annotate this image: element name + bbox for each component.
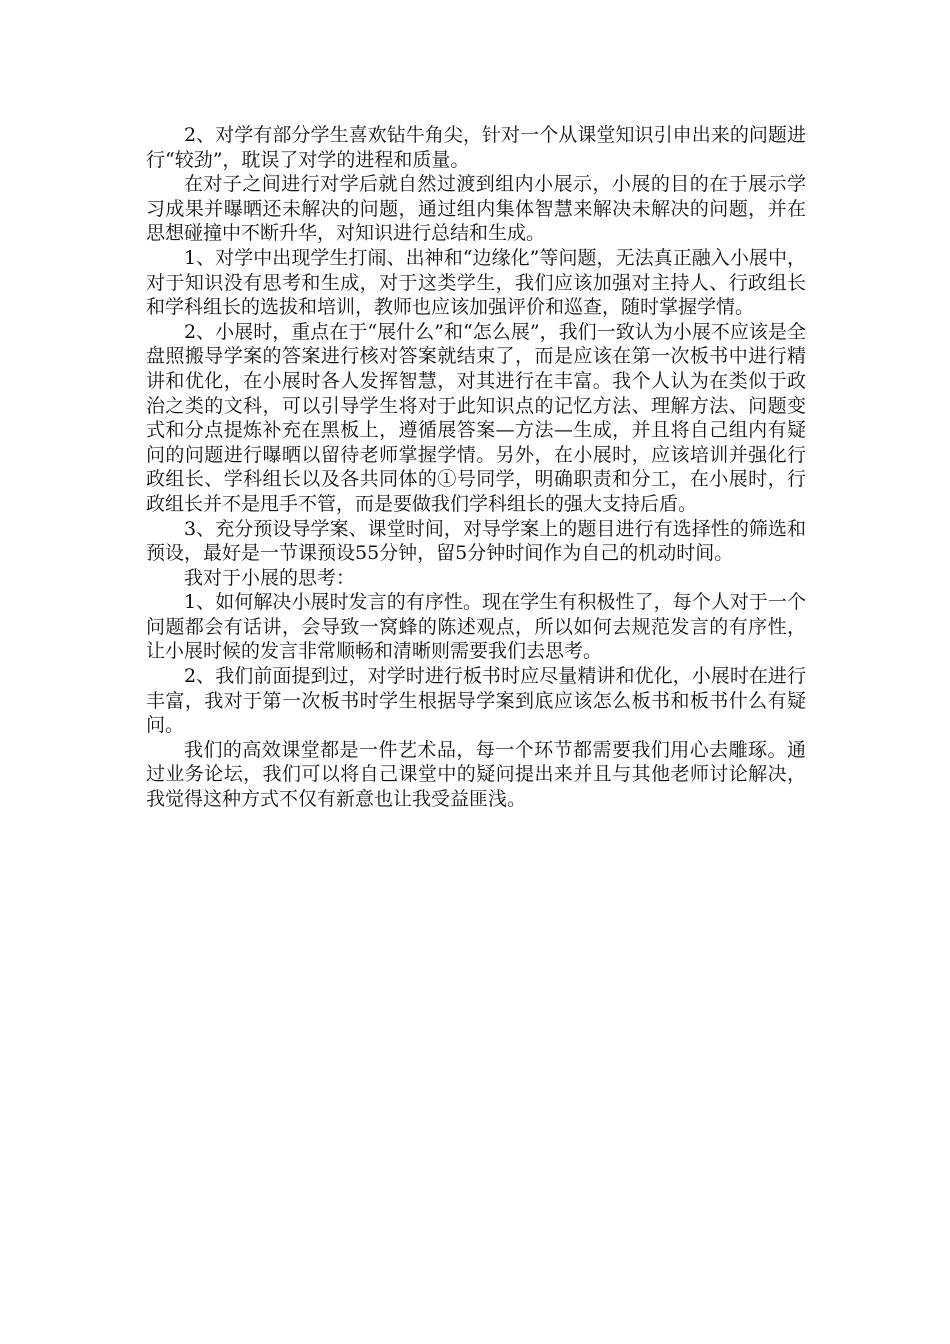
- paragraph-3: 1、对学中出现学生打闹、出神和“边缘化”等问题，无法真正融入小展中，对于知识没有思考和生成，对于这类学生，我们应该加强对主持人、行政组长和学科组长的选拔和培训，教师也应该加强评价和巡查，随时掌握学情。: [146, 246, 806, 319]
- paragraph-5: 3、充分预设导学案、课堂时间，对导学案上的题目进行有选择性的筛选和预设，最好是一节课预设55分钟，留5分钟时间作为自己的机动时间。: [146, 517, 806, 565]
- paragraph-9: 我们的高效课堂都是一件艺术品，每一个环节都需要我们用心去雕琢。通过业务论坛，我们可以将自己课堂中的疑问提出来并且与其他老师讨论解决，我觉得这种方式不仅有新意也让我受益匪浅。: [146, 738, 806, 811]
- paragraph-7: 1、如何解决小展时发言的有序性。现在学生有积极性了，每个人对于一个问题都会有话讲，会导致一窝蜂的陈述观点，所以如何去规范发言的有序性，让小展时候的发言非常顺畅和清晰则需要我们去思考。: [146, 591, 806, 663]
- paragraph-8: 2、我们前面提到过，对学时进行板书时应尽量精讲和优化，小展时在进行丰富，我对于第一次板书时学生根据导学案到底应该怎么板书和板书什么有疑问。: [146, 665, 806, 737]
- paragraph-6-heading: 我对于小展的思考：: [184, 566, 356, 589]
- paragraph-2: 在对子之间进行对学后就自然过渡到组内小展示，小展的目的在于展示学习成果并曝晒还未解决的问题，通过组内集体智慧来解决未解决的问题，并在思想碰撞中不断升华，对知识进行总结和生成。: [146, 173, 806, 245]
- document-body: [146, 123, 806, 812]
- paragraph-1: 2、对学有部分学生喜欢钻牛角尖，针对一个从课堂知识引申出来的问题进行“较劲”，耽误了对学的进程和质量。: [146, 124, 806, 171]
- paragraph-4: 2、小展时，重点在于“展什么”和“怎么展”，我们一致认为小展不应该是全盘照搬导学案的答案进行核对答案就结束了，而是应该在第一次板书中进行精讲和优化，在小展时各人发挥智慧，对其进行在丰富。我个人认为在类似于政治之类的文科，可以引导学生将对于此知识点的记忆方法、理解方法、问题变式和分点提炼补充在黑板上，遵循展答案—方法—生成，并且将自己组内有疑问的问题进行曝晒以留待老师掌握学情。另外，在小展时，应该培训并强化行政组长、学科组长以及各共同体的①号同学，明确职责和分工，在小展时，行政组长并不是甩手不管，而是要做我们学科组长的强大支持后盾。: [146, 320, 806, 515]
